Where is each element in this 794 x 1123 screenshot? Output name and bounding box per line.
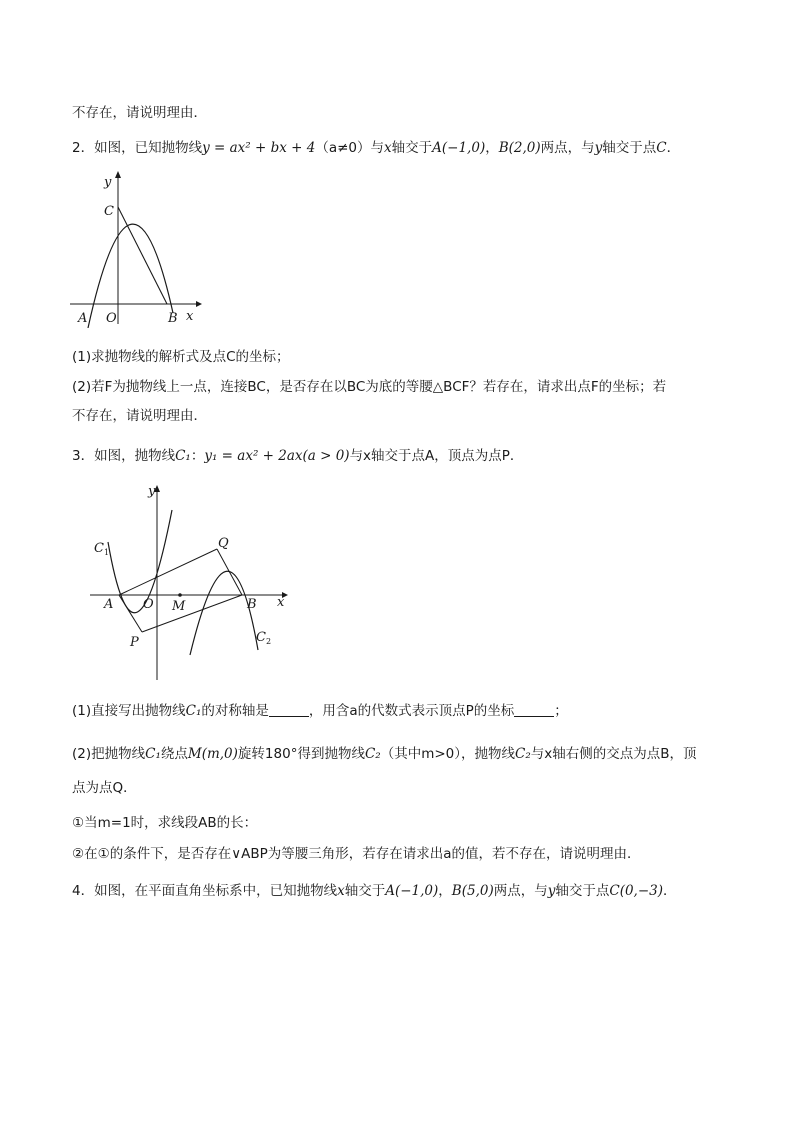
y-axis-arrow (115, 171, 121, 178)
continuation-line: 不存在，请说明理由． (72, 105, 207, 121)
segment-qb (217, 549, 242, 595)
label-c1: $C_1$ (94, 541, 110, 557)
point-m (178, 593, 182, 597)
equation-2: y = ax² + bx + 4 (202, 140, 316, 156)
label-p: P (130, 635, 139, 650)
label-c: C (104, 204, 114, 219)
problem-3-question-1: (1)直接写出抛物线C₁的对称轴是 ，用含a的代数式表示顶点P的坐标 ； (72, 703, 568, 719)
problem-2-question-2: (2)若F为抛物线上一点，连接BC，是否存在以BC为底的等腰△BCF？若存在，请求出点F的坐标；若 (72, 379, 667, 395)
parabola-c1 (108, 510, 172, 613)
problem-4-statement: 4．如图，在平面直角坐标系中，已知抛物线x轴交于A(−1,0)，B(5,0)两点，与y轴交于点C(0,−3)． (72, 883, 677, 899)
equation-3: y₁ = ax² + 2ax(a > 0) (204, 448, 350, 464)
label-c2: $C_2$ (256, 630, 272, 646)
label-a: A (78, 311, 88, 326)
problem-3-sub-2: ②在①的条件下，是否存在∨ABP为等腰三角形，若存在请求出a的值，若不存在，请说明理由． (72, 846, 641, 862)
label-o: O (106, 311, 117, 326)
label-x: x (277, 595, 285, 610)
label-o: O (143, 597, 154, 612)
label-m: M (172, 599, 186, 614)
figure-parabola-2 (90, 480, 295, 685)
label-y: y (104, 175, 112, 190)
label-a: A (104, 597, 114, 612)
label-b: B (168, 311, 178, 326)
problem-3-sub-1: ①当m=1时，求线段AB的长： (72, 815, 258, 831)
parabola-curve (88, 224, 173, 328)
x-axis-arrow (196, 301, 202, 307)
parabola-c2 (190, 571, 258, 655)
answer-blank-axis (269, 704, 309, 717)
problem-3-question-2: (2)把抛物线C₁绕点M(m,0)旋转180°得到抛物线C₂（其中m>0），抛物线C₂与x轴右侧的交点为点B，顶 (72, 746, 697, 762)
figure-parabola-1 (70, 168, 205, 328)
label-y: y (148, 484, 156, 499)
problem-2-question-1: (1)求抛物线的解析式及点C的坐标； (72, 349, 290, 365)
problem-2-question-2-cont: 不存在，请说明理由． (72, 408, 207, 424)
answer-blank-vertex (514, 704, 554, 717)
problem-3-statement: 3．如图，抛物线C₁：y₁ = ax² + 2ax(a > 0)与x轴交于点A，顶点为点P． (72, 448, 524, 464)
problem-2-statement: 2．如图，已知抛物线y = ax² + bx + 4（a≠0）与x轴交于A(−1,0)，B(2,0)两点，与y轴交于点C． (72, 140, 681, 156)
problem-3-question-2-cont: 点为点Q． (72, 780, 137, 796)
segment-aq (119, 549, 217, 595)
segment-pa (119, 595, 142, 632)
segment-bc (118, 207, 167, 304)
label-x: x (186, 309, 194, 324)
label-q: Q (218, 536, 229, 551)
label-b: B (247, 597, 257, 612)
